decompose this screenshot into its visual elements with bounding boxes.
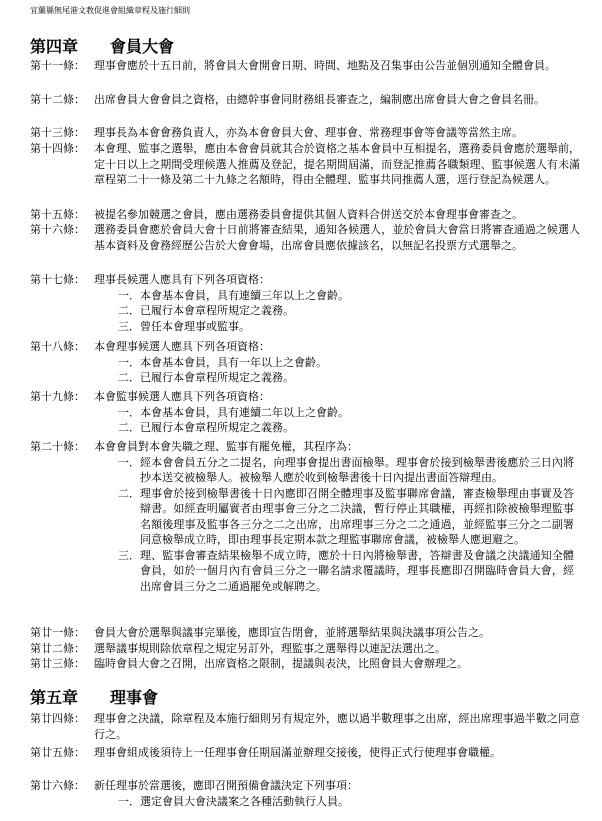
list-item [118, 455, 574, 486]
article-label: 第廿五條： [30, 746, 85, 759]
list-item-number: 一． [118, 455, 140, 469]
list-item-text: 曾任本會理事或監事。 [140, 319, 250, 333]
article-label: 第廿二條： [30, 642, 85, 655]
list-item-text: 已履行本會章程所規定之義務。 [140, 371, 294, 384]
article [30, 625, 580, 641]
list-item-number: 二． [118, 304, 140, 317]
article-text: 理事長候選人應具有下列各項資格： [94, 273, 270, 286]
list-item [118, 794, 574, 810]
list-item-number: 三． [118, 548, 140, 562]
article-label: 第十二條： [30, 93, 85, 106]
article [30, 389, 580, 436]
list-item [118, 355, 574, 371]
article [30, 207, 580, 223]
article-text: 本會理事候選人應具下列各項資格： [94, 340, 270, 353]
article-text: 理事會應於十五日前，將會員大會開會日期、時間、地點及召集事由公告並個別通知全體會員。 [94, 59, 556, 72]
list-item-text: 選定會員大會決議案之各種活動執行人員。 [140, 794, 349, 808]
article-text: 理事會之決議，除章程及本施行細則另有規定外，應以過半數理事之出席，經出席理事過半數之同意行之。 [94, 712, 580, 741]
article-text: 理事長為本會會務負責人，亦為本會會員大會、理事會、常務理事會等會議等當然主席。 [94, 126, 523, 139]
chapter-title: 理事會 [110, 688, 159, 707]
list-item-text: 已履行本會章程所規定之義務。 [140, 421, 294, 434]
list-item [118, 319, 574, 335]
article-text: 被提名參加競選之會員，應由選務委員會提供其個人資料合併送交於本會理事會審查之。 [94, 208, 523, 221]
article-label: 第十一條： [30, 59, 85, 72]
article-text: 新任理事於當選後，應即召開預備會議決定下列事項： [94, 779, 358, 792]
article-text: 本會理、監事之選舉，應由本會會員就其合於資格之基本會員中互相提名，選務委員會應於選舉前，定十日以上之期間受理候選人推薦及登記，提名期間屆滿，而登記推薦各職類理、監事候選人有未滿章程第二十一條及第二十九條之名額時，得由全體理、監事共同推薦人選，逕行登記為候選人。 [94, 142, 580, 186]
article [30, 272, 580, 334]
list-item [118, 548, 574, 595]
article-label: 第十七條： [30, 273, 85, 286]
list-item-text: 本會基本會員，具有連續二年以上之會齡。 [140, 405, 349, 419]
article-text: 選舉議事規則除依章程之規定另訂外，理監事之選舉得以連記法選出之。 [94, 642, 446, 655]
article-text: 理事會組成後須待上一任理事會任期屆滿並辦理交接後，使得正式行使理事會職權。 [94, 746, 501, 759]
chapter-number: 第五章 [30, 688, 79, 707]
article-label: 第二十條： [30, 440, 85, 453]
list-item-text: 本會基本會員，具有一年以上之會齡。 [140, 355, 327, 369]
article [30, 222, 580, 253]
list-item-number: 三． [118, 319, 140, 333]
list-item-text: 理、監事會審查結果檢舉不成立時，應於十日內將檢舉書，答辯書及會議之決議通知全體會員，如於一個月內有會員三分之一聯名請求覆議時，理事長應即召開臨時會員大會，經出席會員三分之二通過罷免或解聘之。 [140, 548, 574, 593]
article-text: 臨時會員大會之召開，出席資格之限制，提議與表決，比照會員大會辦理之。 [94, 657, 468, 670]
list-item-number: 二． [118, 421, 140, 434]
list-item-number: 一． [118, 405, 140, 419]
list-item-number: 一． [118, 355, 140, 369]
list-item-text: 本會基本會員，具有連續三年以上之會齡。 [140, 288, 349, 302]
article-label: 第十四條： [30, 142, 85, 155]
list-item [118, 420, 574, 436]
list-item-number: 二． [118, 371, 140, 384]
chapter-title: 會員大會 [110, 37, 175, 56]
article-text: 選務委員會應於會員大會十日前將審查結果，通知各候選人，並於會員大會當日將審查通過之候選人基本資料及會務經歷公告於大會會場，出席會員應依據該名，以無記名投票方式選舉之。 [94, 223, 580, 252]
article-text: 本會會員對本會失職之理、監事有罷免權，其程序為： [94, 440, 358, 453]
article-label: 第廿六條： [30, 779, 85, 792]
article [30, 439, 580, 594]
article-label: 第廿一條： [30, 626, 85, 639]
article [30, 778, 580, 809]
document-header: 宜蘭縣無尾港文教促進會組織章程及施行細則 [30, 6, 190, 15]
list-item-number: 二． [118, 486, 140, 500]
article [30, 656, 580, 672]
list-item-text: 經本會會員五分之二提名，向理事會提出書面檢舉。理事會於接到檢舉書後應於三日內將抄本送交被檢舉人。被檢舉人應於收到檢舉書後十日內提出書面答辯理由。 [140, 455, 574, 484]
article-text: 本會監事候選人應具下列各項資格： [94, 390, 270, 403]
list-item-text: 已履行本會章程所規定之義務。 [140, 304, 294, 317]
article-text: 出席會員大會會員之資格，由總幹事會同財務組長審查之，編制應出席會員大會之會員名冊。 [94, 93, 545, 106]
article-label: 第十九條： [30, 390, 85, 403]
chapter-heading [30, 689, 158, 707]
article [30, 141, 580, 188]
article-label: 第廿三條： [30, 657, 85, 670]
article [30, 641, 580, 657]
list-item [118, 303, 574, 319]
article [30, 58, 580, 74]
article [30, 125, 580, 141]
chapter-number: 第四章 [30, 37, 79, 56]
list-item-text: 理事會於接到檢舉書後十日內應即召開全體理事及監事聯席會議，審查檢舉理由事實及答辯書。如經查明屬實者由理事會三分之二決議，暫行停止其職權，再經扣除被檢舉理監事名額後理事及監事各三分之二之出席，出席理事三分之二之通過，並經監事三分之二副署同意檢舉成立時，即由理事長定期本款之理監事聯席會議，被檢舉人應迴避之。 [140, 486, 574, 546]
article-text: 會員大會於選舉與議事完畢後，應即宣告閉會，並將選舉結果與決議事項公告之。 [94, 626, 490, 639]
list-item-number: 一． [118, 288, 140, 302]
list-item-number: 一． [118, 794, 140, 808]
list-item [118, 370, 574, 386]
article-label: 第十五條： [30, 208, 85, 221]
list-item [118, 405, 574, 421]
chapter-heading [30, 38, 174, 56]
list-item [118, 288, 574, 304]
article [30, 92, 580, 108]
article-label: 第廿四條： [30, 712, 85, 725]
article [30, 745, 580, 761]
article-label: 第十六條： [30, 223, 85, 236]
article-label: 第十三條： [30, 126, 85, 139]
article [30, 711, 580, 742]
article-label: 第十八條： [30, 340, 85, 353]
article [30, 339, 580, 386]
list-item [118, 486, 574, 548]
